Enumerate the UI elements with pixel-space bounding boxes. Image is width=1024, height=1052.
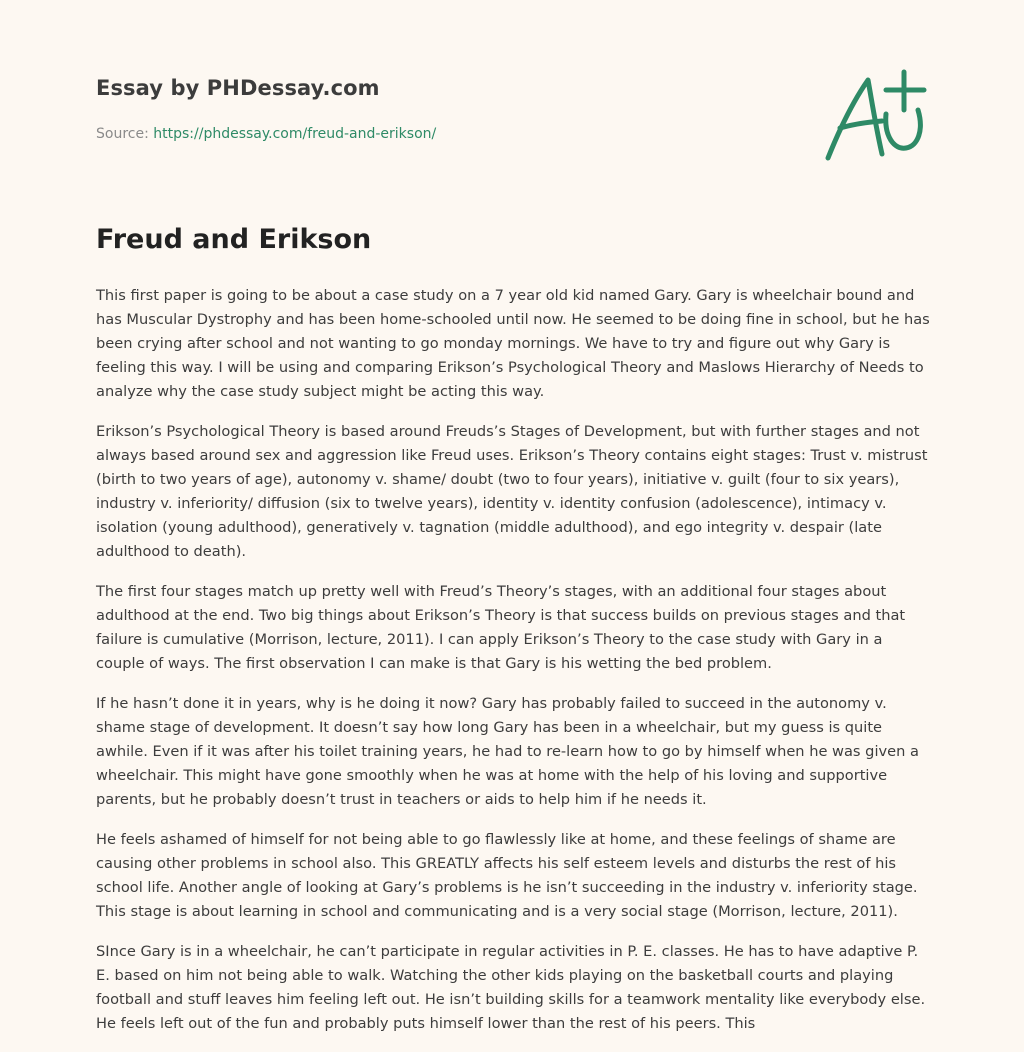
source-link[interactable]: https://phdessay.com/freud-and-erikson/ [153, 126, 437, 142]
essay-paragraph: If he hasn’t done it in years, why is he doing it now? Gary has probably failed to succeed in the autonomy v. shame stage of development. It doesn’t say how long Gary has been in a wheelchair, but my guess is quite awhile. Even if it was after his toilet training years, he had to re-learn how to go by himself when he was given a wheelchair. This might have gone smoothly when he was at home with the help of his loving and supportive parents, but he probably doesn’t trust in teachers or aids to help him if he needs it. [96, 695, 919, 808]
site-header [96, 76, 696, 142]
brand-title: Essay by PHDessay.com [96, 76, 380, 100]
essay-paragraph: SInce Gary is in a wheelchair, he can’t participate in regular activities in P. E. classes. He has to have adaptive P. E. based on him not being able to walk. Watching the other kids playing on the basketball courts and playing football and stuff leaves him feeling left out. He isn’t building skills for a teamwork mentality like everybody else. He feels left out of the fun and probably puts himself lower than the rest of his peers. This [96, 943, 926, 1032]
essay-paragraph: The first four stages match up pretty well with Freud’s Theory’s stages, with an additional four stages about adulthood at the end. Two big things about Erikson’s Theory is that success builds on previous stages and that failure is cumulative (Morrison, lecture, 2011). I can apply Erikson’s Theory to the case study with Gary in a couple of ways. The first observation I can make is that Gary is his wetting the bed problem. [96, 583, 906, 672]
essay-paragraph: He feels ashamed of himself for not being able to go flawlessly like at home, and these feelings of shame are causing other problems in school also. This GREATLY affects his self esteem levels and disturbs the rest of his school life. Another angle of looking at Gary’s problems is he isn’t succeeding in the industry v. inferiority stage. This stage is about learning in school and communicating and is a very social stage (Morrison, lecture, 2011). [96, 831, 918, 920]
essay-paragraph: This first paper is going to be about a case study on a 7 year old kid named Gary. Gary is wheelchair bound and has Muscular Dystrophy and has been home-schooled until now. He seemed to be doing fine in school, but he has been crying after school and not wanting to go monday mornings. We have to try and figure out why Gary is feeling this way. I will be using and comparing Erikson’s Psychological Theory and Maslows Hierarchy of Needs to analyze why the case study subject might be acting this way. [96, 287, 930, 400]
source-line [96, 126, 696, 142]
a-plus-grade-icon [820, 66, 930, 166]
essay-paragraph: Erikson’s Psychological Theory is based around Freuds’s Stages of Development, but with further stages and not always based around sex and aggression like Freud uses. Erikson’s Theory contains eight stages: Trust v. mistrust (birth to two years of age), autonomy v. shame/ doubt (two to four years), initiative v. guilt (four to six years), industry v. inferiority/ diffusion (six to twelve years), identity v. identity confusion (adolescence), intimacy v. isolation (young adulthood), generatively v. tagnation (middle adulthood), and ego integrity v. despair (late adulthood to death). [96, 423, 928, 560]
essay-body [96, 284, 932, 1052]
essay-title: Freud and Erikson [96, 224, 372, 255]
source-label: Source: [96, 126, 154, 142]
